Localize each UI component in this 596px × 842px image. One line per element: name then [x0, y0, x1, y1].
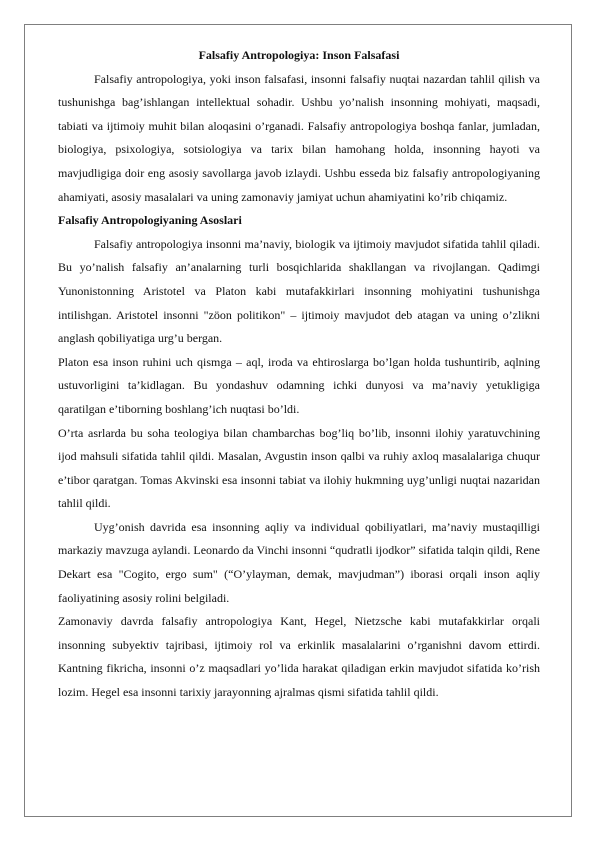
intro-paragraph: Falsafiy antropologiya, yoki inson falsafasi, insonni falsafiy nuqtai nazardan tahlil qilish va tushunishga bag’ishlangan intellektual sohadir. Ushbu yo’nalish insonning mohiyati, maqsadi, tabiati va ijtimoiy muhit bilan aloqasini o’rganadi. Falsafiy antropologiya boshqa fanlar, jumladan, biologiya, psixologiya, sotsiologiya va tarix bilan hamohang holda, insonning hayoti va mavjudligiga doir eng asosiy savollarga javob izlaydi. Ushbu esseda biz falsafiy antropologiyaning ahamiyati, asosiy masalalari va uning zamonaviy jamiyat uchun ahamiyatini ko’rib chiqamiz. [58, 71, 540, 204]
paragraph-aristotle: Falsafiy antropologiya insonni ma’naviy, biologik va ijtimoiy mavjudot sifatida tahlil qiladi. Bu yo’nalish falsafiy an’analarning turli bosqichlarida shakllangan va rivojlangan. Qadimgi Yunonistonning Aristotel va Platon kabi mutafakkirlari insonning mohiyatini tushunishga intilishgan. Aristotel insonni "zöon politikon" – ijtimoiy mavjudot deb atagan va uning o’zlikni anglash qobiliyatiga urg’u bergan. [58, 236, 540, 346]
document-body [58, 44, 540, 705]
paragraph-modern-era: Zamonaviy davrda falsafiy antropologiya Kant, Hegel, Nietzsche kabi mutafakkirlar orqali insonning subyektiv tajribasi, ijtimoiy rol va erkinlik masalalarini o’rganishni davom ettirdi. Kantning fikricha, insonni o’z maqsadlari yo’lida harakat qiladigan erkin mavjudot sifatida ko’rish lozim. Hegel esa insonni tarixiy jarayonning ajralmas qismi sifatida tahlil qildi. [58, 614, 540, 700]
document-title: Falsafiy Antropologiya: Inson Falsafasi [198, 48, 400, 62]
paragraph-renaissance: Uyg’onish davrida esa insonning aqliy va individual qobiliyatlari, ma’naviy mustaqilligi markaziy mavzuga aylandi. Leonardo da Vinchi insonni “qudratli ijodkor” sifatida talqin qildi, Rene Dekart esa "Cogito, ergo sum" (“O’ylayman, demak, mavjudman”) iborasi orqali inson aqliy faoliyatining asosiy rolini belgiladi. [58, 519, 540, 605]
section-heading: Falsafiy Antropologiyaning Asoslari [58, 213, 242, 228]
paragraph-plato: Platon esa inson ruhini uch qismga – aql, iroda va ehtiroslarga bo’lgan holda tushuntirib, aqlning ustuvorligini ta’kidlagan. Bu yondashuv odamning ichki dunyosi va ma’naviy yetukligiga qaratilgan e’tiborning boshlang’ich nuqtasi bo’ldi. [58, 354, 540, 416]
paragraph-middle-ages: O’rta asrlarda bu soha teologiya bilan chambarchas bog’liq bo’lib, insonni ilohiy yaratuvchining ijod mahsuli sifatida tahlil qildi. Masalan, Avgustin inson qalbi va ruhiy axloq masalalariga chuqur e’tibor qaratgan. Tomas Akvinski esa insonni tabiat va ilohiy hukmning uyg’unligi nuqtai nazaridan tahlil qildi. [58, 425, 540, 511]
